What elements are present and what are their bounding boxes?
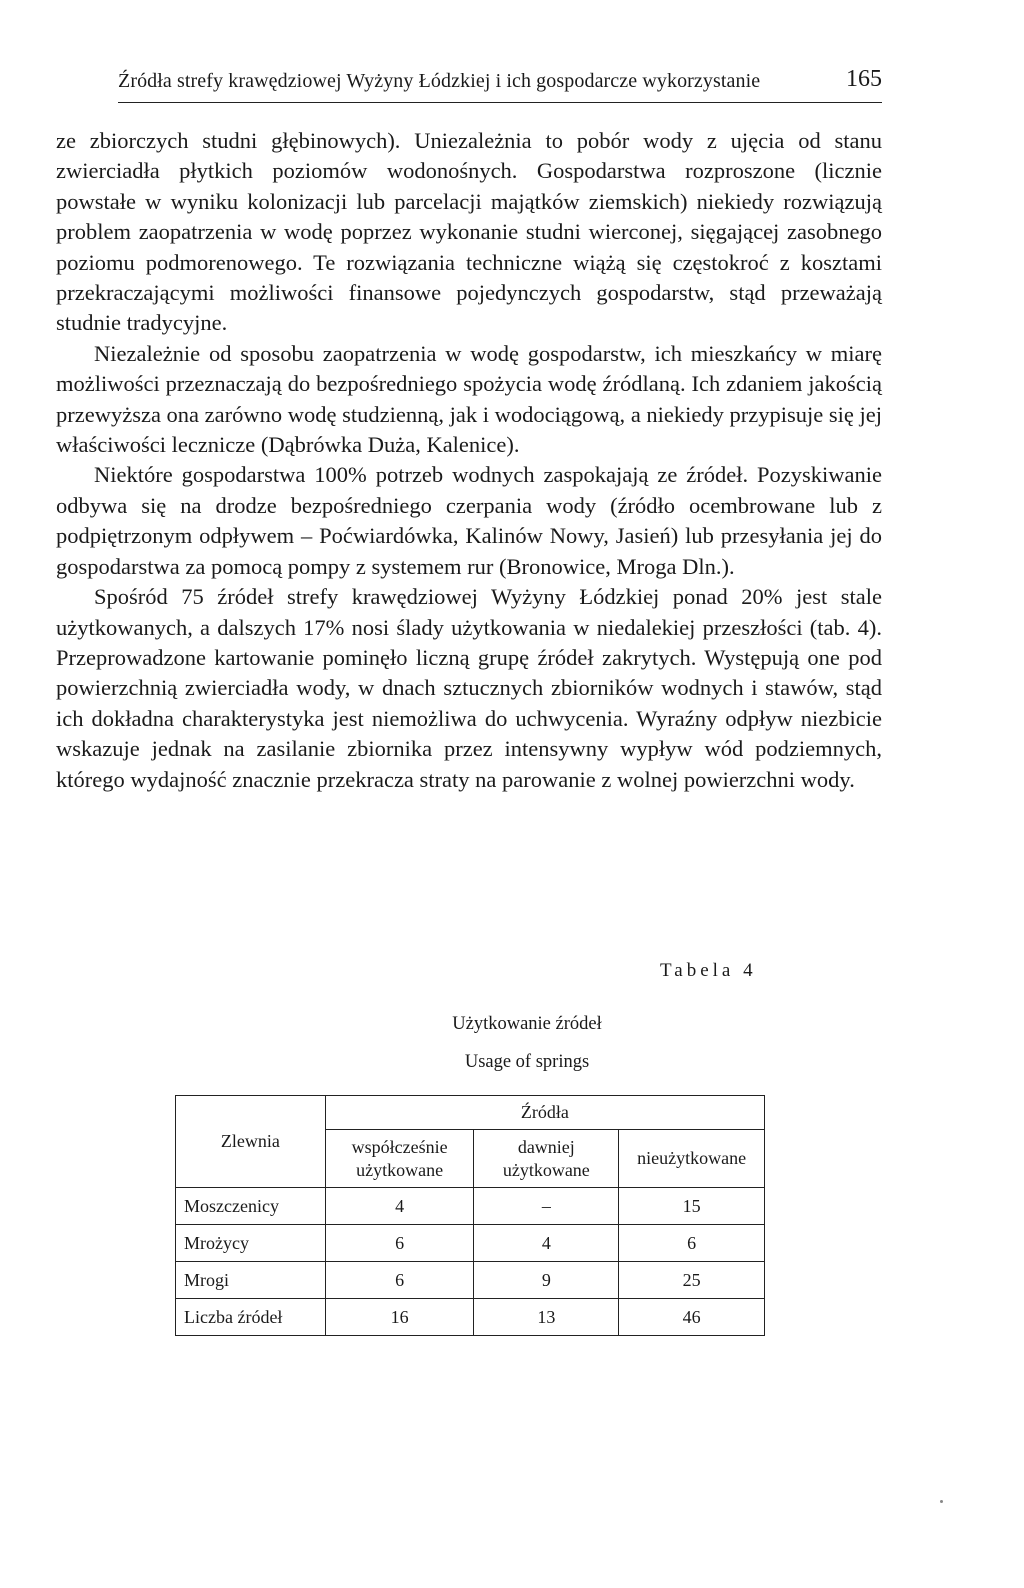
table-number-label: Tabela 4 bbox=[660, 960, 757, 981]
cell-value: 6 bbox=[325, 1225, 474, 1262]
header-unused: nieużytkowane bbox=[619, 1130, 765, 1188]
paragraph: Niezależnie od sposobu zaopatrzenia w wodę gospodarstw, ich mieszkańcy w miarę możliwości przeznaczają do bezpośredniego spożycia wodę źródlaną. Ich zdaniem jakością przewyższa ona zarówno wodę studzienną, jak i wodociągową, a niekiedy przypisuje się jej właściwości lecznicze (Dąbrówka Duża, Kalenice). bbox=[56, 340, 882, 458]
header-currently-used: współcześnie użytkowane bbox=[325, 1130, 474, 1188]
table-caption-polish: Użytkowanie źródeł bbox=[452, 1014, 602, 1034]
table-row bbox=[176, 1188, 765, 1225]
row-name: Mrożycy bbox=[176, 1225, 326, 1262]
cell-value: 4 bbox=[325, 1188, 474, 1225]
paragraph: Spośród 75 źródeł strefy krawędziowej Wyżyny Łódzkiej ponad 20% jest stale użytkowanych, a dalszych 17% nosi ślady użytkowania w niedalekiej przeszłości (tab. 4). Przeprowadzone kartowanie pominęło liczną grupę źródeł zakrytych. Występują one pod powierzchnią zwierciadła wody, w dnach sztucznych zbiorników wodnych i stawów, stąd ich dokładna charakterystyka jest niemożliwa do uchwycenia. Wyraźny odpływ niezbicie wskazuje jednak na zasilanie zbiornika przez intensywny wypływ wód podziemnych, którego wydajność znacznie przekracza straty na parowanie z wolnej powierzchni wody. bbox=[56, 584, 882, 792]
running-head bbox=[118, 68, 882, 103]
cell-value: 4 bbox=[474, 1225, 619, 1262]
header-springs-group: Źródła bbox=[325, 1096, 764, 1130]
running-title: Źródła strefy krawędziowej Wyżyny Łódzkiej i ich gospodarcze wykorzystanie bbox=[118, 70, 761, 92]
row-name: Liczba źródeł bbox=[176, 1299, 326, 1336]
cell-value: 6 bbox=[325, 1262, 474, 1299]
table-caption-english: Usage of springs bbox=[464, 1052, 590, 1072]
table-row-total bbox=[176, 1299, 765, 1336]
header-formerly-used: dawniej użytkowane bbox=[474, 1130, 619, 1188]
table-header-row bbox=[176, 1096, 765, 1130]
header-catchment: Zlewnia bbox=[176, 1096, 326, 1188]
cell-value: 16 bbox=[325, 1299, 474, 1336]
springs-usage-table bbox=[175, 1095, 765, 1336]
table-row bbox=[176, 1262, 765, 1299]
cell-value: 46 bbox=[619, 1299, 765, 1336]
scan-speck bbox=[940, 1500, 943, 1503]
row-name: Mrogi bbox=[176, 1262, 326, 1299]
cell-value: 13 bbox=[474, 1299, 619, 1336]
body-text bbox=[56, 126, 882, 795]
cell-value: – bbox=[474, 1188, 619, 1225]
cell-value: 9 bbox=[474, 1262, 619, 1299]
paragraph-continued: ze zbiorczych studni głębinowych). Uniezależnia to pobór wody z ujęcia od stanu zwierciadła płytkich poziomów wodonośnych. Gospodarstwa rozproszone (licznie powstałe w wyniku kolonizacji lub parcelacji majątków ziemskich) niekiedy rozwiązują problem zaopatrzenia w wodę poprzez wykonanie studni wierconej, sięgającej zasobnego poziomu podmorenowego. Te rozwiązania techniczne wiążą się częstokroć z kosztami przekraczającymi możliwości finansowe pojedynczych gospodarstw, stąd przeważają studnie tradycyjne. bbox=[56, 128, 882, 336]
paragraph: Niektóre gospodarstwa 100% potrzeb wodnych zaspokajają ze źródeł. Pozyskiwanie odbywa się na drodze bezpośredniego czerpania wody (źródło ocembrowane lub z podpiętrzonym odpływem – Poćwiardówka, Kalinów Nowy, Jasień) lub przesyłania jej do gospodarstwa za pomocą pompy z systemem rur (Bronowice, Mroga Dln.). bbox=[56, 462, 882, 579]
cell-value: 25 bbox=[619, 1262, 765, 1299]
table-row bbox=[176, 1225, 765, 1262]
cell-value: 15 bbox=[619, 1188, 765, 1225]
page-number: 165 bbox=[846, 66, 882, 92]
cell-value: 6 bbox=[619, 1225, 765, 1262]
row-name: Moszczenicy bbox=[176, 1188, 326, 1225]
